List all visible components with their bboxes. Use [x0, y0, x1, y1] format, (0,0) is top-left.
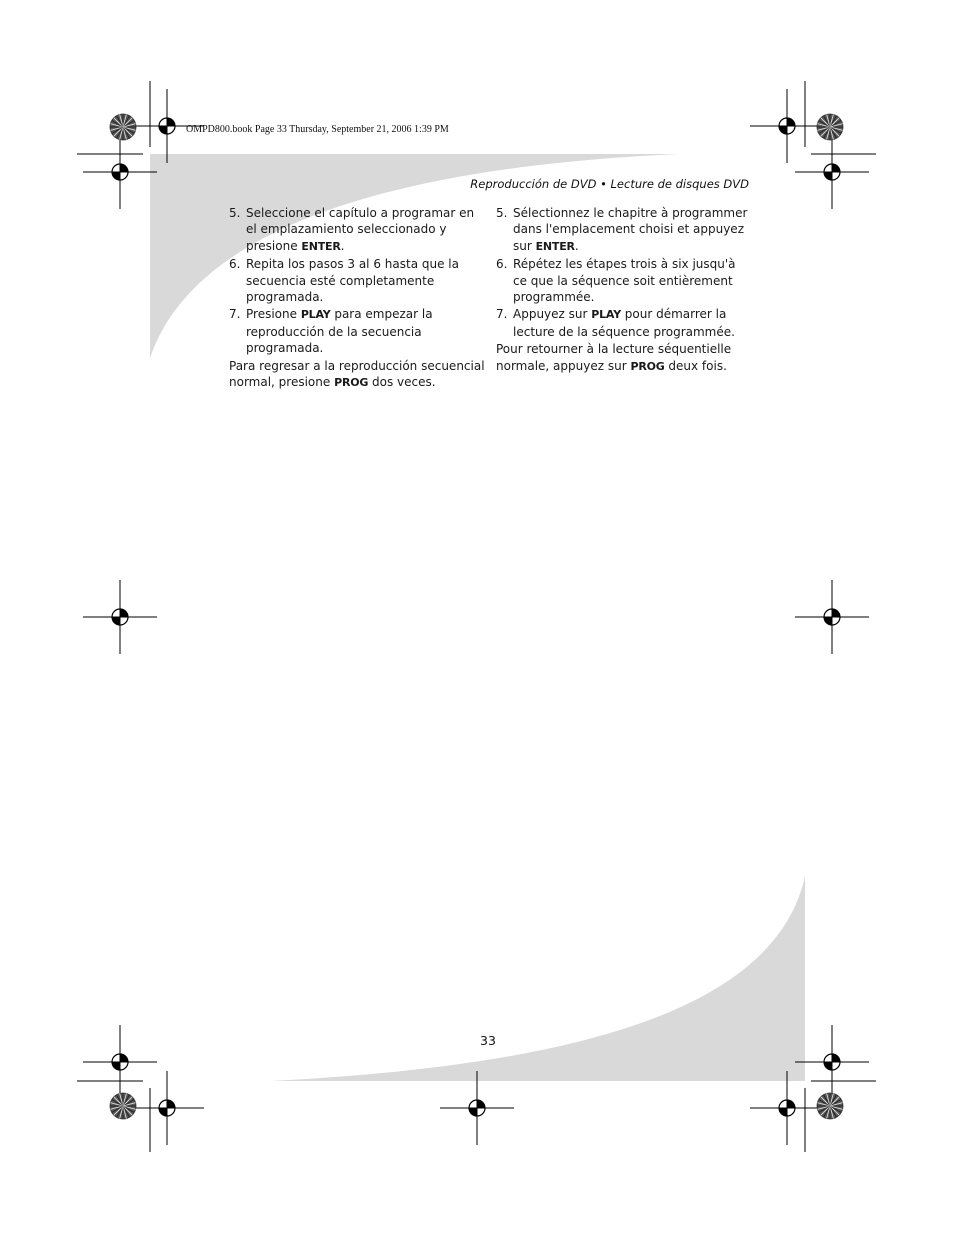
step-number: 7. — [496, 307, 508, 322]
french-column — [496, 205, 752, 375]
registration-mark-icon — [750, 89, 824, 163]
color-wheel-icon — [817, 114, 843, 140]
key-label: PLAY — [591, 308, 621, 322]
step-number: 6. — [496, 257, 508, 272]
registration-mark-icon — [130, 1071, 204, 1145]
key-label: PLAY — [300, 308, 331, 322]
list-item: 5. Seleccione el capítulo a programar en el emplazamiento seleccionado y presione ENTER. — [229, 206, 475, 253]
running-head: Reproducción de DVD • Lecture de disques DVD — [470, 177, 749, 191]
color-wheel-icon — [110, 114, 136, 140]
print-slug: OMPD800.book Page 33 Thursday, September 21, 2006 1:39 PM — [186, 124, 449, 135]
step-number: 7. — [229, 307, 241, 322]
registration-mark-icon — [83, 580, 157, 654]
step-number: 5. — [229, 206, 241, 220]
registration-mark-icon — [83, 135, 157, 209]
list-item: 6. Repita los pasos 3 al 6 hasta que la secuencia esté completamente programada. — [229, 257, 459, 305]
registration-mark-icon — [795, 135, 869, 209]
bottom-swoosh — [272, 876, 805, 1081]
registration-mark-icon — [440, 1071, 514, 1145]
color-wheel-icon — [817, 1093, 843, 1119]
step-number: 5. — [496, 206, 508, 220]
registration-mark-icon — [795, 1025, 869, 1099]
list-item: 7. Appuyez sur PLAY pour démarrer la lecture de la séquence programmée. — [496, 307, 735, 339]
step-number: 6. — [229, 257, 241, 272]
list-item: 6. Répétez les étapes trois à six jusqu'à ce que la séquence soit entièrement programmée. — [496, 257, 736, 305]
registration-mark-icon — [795, 580, 869, 654]
key-label: PROG — [630, 359, 665, 373]
list-item: 7. Presione PLAY para empezar la reproducción de la secuencia programada. — [229, 307, 433, 356]
page-number: 33 — [480, 1033, 496, 1048]
registration-mark-icon — [750, 1071, 824, 1145]
spanish-column — [229, 205, 485, 391]
key-label: ENTER — [301, 239, 341, 253]
spanish-note: Para regresar a la reproducción secuencial normal, presione PROG dos veces. — [229, 358, 485, 390]
color-wheel-icon — [110, 1093, 136, 1119]
list-item: 5. Sélectionnez le chapitre à programmer dans l'emplacement choisi et appuyez sur ENTER. — [496, 206, 748, 253]
french-note: Pour retourner à la lecture séquentielle normale, appuyez sur PROG deux fois. — [496, 342, 732, 373]
key-label: ENTER — [535, 239, 575, 253]
key-label: PROG — [334, 376, 369, 390]
spanish-steps — [229, 205, 485, 357]
registration-mark-icon — [83, 1025, 157, 1099]
french-steps — [496, 205, 752, 340]
